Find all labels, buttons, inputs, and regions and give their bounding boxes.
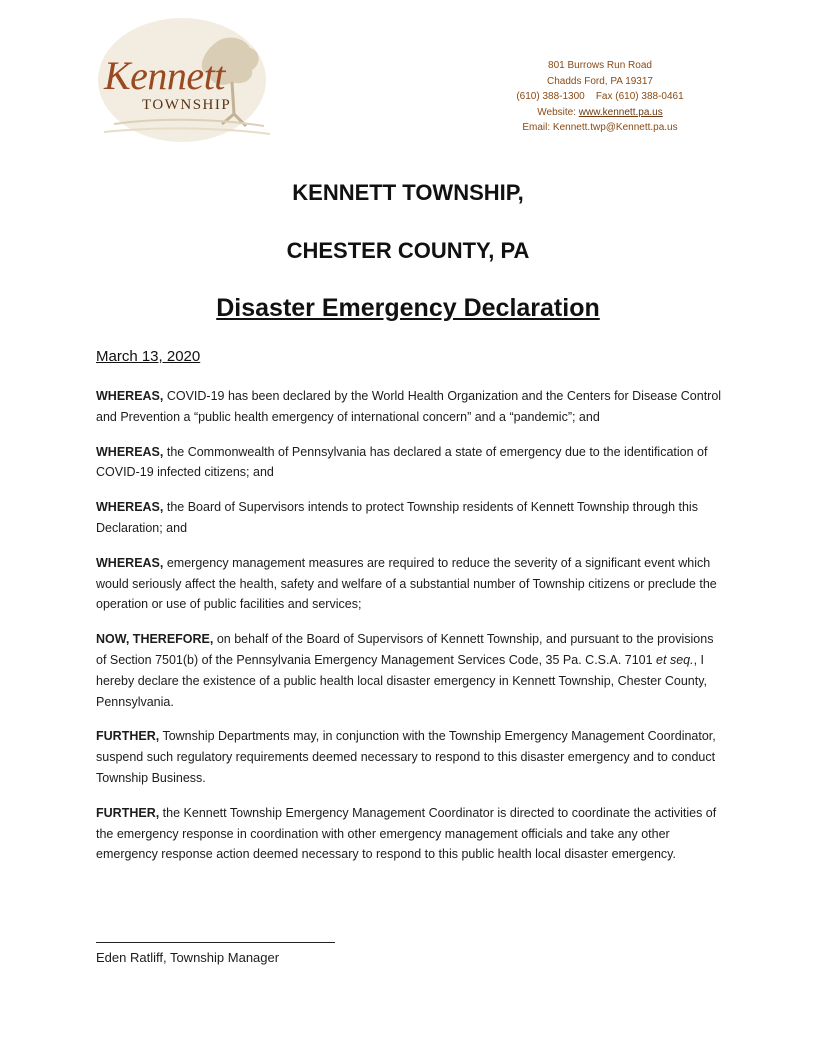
address-email: Email: Kennett.twp@Kennett.pa.us [522,122,678,133]
paragraph-whereas-4 [96,553,726,615]
paragraph-text: COVID-19 has been declared by the World Health Organization and the Centers for Disease Control and Prevention a “public health emergency of international concern” and a “pandemic”; and [96,389,722,424]
paragraph-text: the Board of Supervisors intends to protect Township residents of Kennett Township through this Declaration; and [96,500,698,535]
website-link[interactable]: www.kennett.pa.us [578,106,663,118]
declaration-date: March 13, 2020 [96,348,201,365]
paragraph-lead: WHEREAS, [96,555,164,570]
paragraph-text: Township Departments may, in conjunction with the Township Emergency Management Coordinator, suspend such regulatory requirements deemed necessary to respond to this disaster emergency and to conduct Township Business. [96,729,716,785]
title-declaration: Disaster Emergency Declaration [216,294,600,322]
logo-wordmark: Kennett [104,53,225,98]
paragraph-lead: WHEREAS, [96,500,164,515]
title-township: KENNETT TOWNSHIP, [292,180,524,205]
declaration-body [96,386,726,879]
paragraph-whereas-2 [96,442,726,484]
paragraph-further-2 [96,803,726,865]
paragraph-text: the Commonwealth of Pennsylvania has declared a state of emergency due to the identification of COVID-19 infected citizens; and [96,444,708,480]
title-county: CHESTER COUNTY, PA [286,238,530,263]
paragraph-italic: et seq. [656,652,694,667]
paragraph-text: emergency management measures are required to reduce the severity of a significant event which would seriously affect the health, safety and welfare of a substantial number of Township citizens or preclude the operation or use of public facilities and services; [96,555,717,612]
paragraph-further-1 [96,726,726,788]
kennett-township-logo [94,14,274,150]
website-label: Website: [537,106,576,118]
paragraph-lead: FURTHER, [96,729,160,744]
address-street: 801 Burrows Run Road [548,60,652,71]
paragraph-now-therefore [96,629,726,712]
address-website-row [490,105,710,121]
paragraph-whereas-3 [96,497,726,539]
signature-line [96,942,335,943]
paragraph-lead: WHEREAS, [96,444,164,459]
paragraph-lead: FURTHER, [96,805,160,820]
paragraph-text: on behalf of the Board of Supervisors of Kennett Township, and pursuant to the provisions of Section 7501(b) of the Pennsylvania Emergency Management Services Code, 35 Pa. C.S.A. 7101 [96,632,714,667]
address-city: Chadds Ford, PA 19317 [547,75,653,87]
paragraph-text: the Kennett Township Emergency Management Coordinator is directed to coordinate the activities of the emergency response in coordination with other emergency management officials and take any other emergency response action deemed necessary to respond to this public health local disaster emergency. [96,805,717,862]
logo-subtitle: TOWNSHIP [142,97,232,113]
paragraph-whereas-1 [96,386,726,428]
address-block [490,58,710,136]
address-phone: (610) 388-1300 Fax (610) 388-0461 [516,91,684,102]
paragraph-lead: NOW, THEREFORE, [96,632,214,647]
signature-name: Eden Ratliff, Township Manager [96,950,280,965]
paragraph-text: , I hereby declare the existence of a public health local disaster emergency in Kennett Township, Chester County, Pennsylvania. [96,652,707,709]
paragraph-lead: WHEREAS, [96,389,164,403]
